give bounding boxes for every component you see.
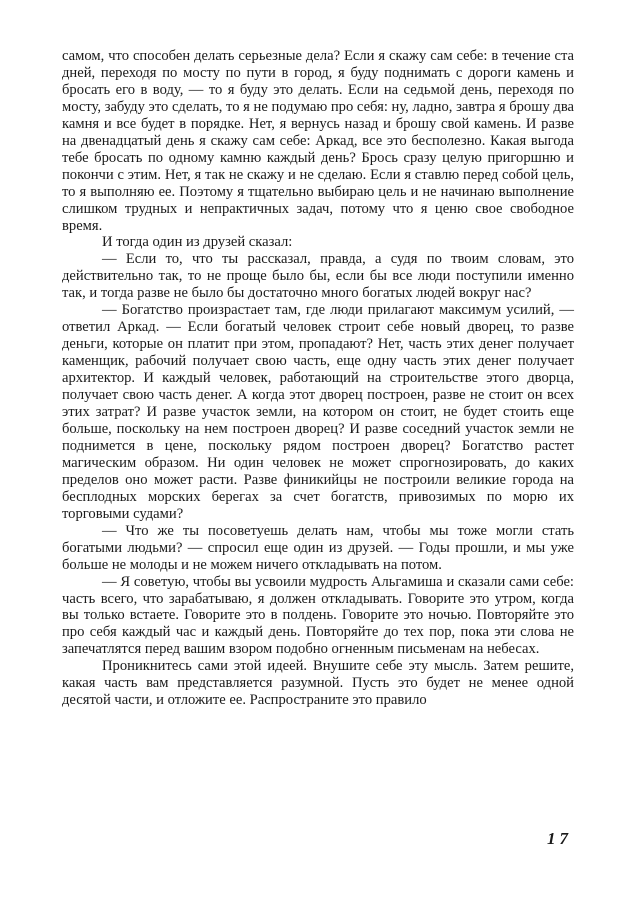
paragraph-continuation: самом, что способен делать серьезные дела? Если я скажу сам себе: в течение ста дней, переходя по мосту по пути в город, я буду поднимать с дороги камень и бросать его в воду, — то я буду это делать. Если на седьмой день, переходя по мосту, забуду это сделать, то я не подумаю про себя: ну, ладно, завтра я брошу два камня и все будет в порядке. Нет, я вернусь назад и брошу свой камень. И разве на двенадцатый день я скажу сам себе: Аркад, все это бесполезно. Какая выгода тебе бросать по одному камню каждый день? Брось сразу целую пригоршню и покончи с этим. Нет, я так не скажу и не сделаю. Если я ставлю перед собой цель, то я выполняю ее. Поэтому я тщательно выбираю цель и не начинаю выполнение слишком трудных и непрактичных задач, потому что я ценю свое свободное время. [62, 48, 574, 234]
paragraph: — Что же ты посоветуешь делать нам, чтобы мы тоже могли стать богатыми людьми? — спросил еще один из друзей. — Годы прошли, и мы уже больше не молоды и не можем ничего откладывать на потом. [62, 522, 574, 573]
paragraph: — Я советую, чтобы вы усвоили мудрость Альгамиша и сказали сами себе: часть всего, что зарабатываю, я должен откладывать. Говорите это утром, когда вы только встаете. Говорите это в полдень. Говорите это ночью. Повторяйте это про себя каждый час и каждый день. Повторяйте до тех пор, пока эти слова не запечатлятся перед вашим взором подобно огненным письменам на небесах. [62, 573, 574, 658]
paragraph: — Если то, что ты рассказал, правда, а судя по твоим словам, это действительно так, то не проще было бы, если бы все люди поступили именно так, и тогда разве не было бы достаточно много богатых людей вокруг нас? [62, 251, 574, 302]
document-body [62, 48, 574, 709]
paragraph: Проникнитесь сами этой идеей. Внушите себе эту мысль. Затем решите, какая часть вам представляется разумной. Пусть это будет не менее одной десятой части, и отложите ее. Распространите это правило [62, 658, 574, 709]
page-number: 17 [547, 829, 572, 848]
paragraph: — Богатство произрастает там, где люди прилагают максимум усилий, — ответил Аркад. — Если богатый человек строит себе новый дворец, то разве деньги, которые он платит при этом, пропадают? Нет, часть этих денег получает каменщик, рабочий получает свою часть, еще одну часть этих денег получает архитектор. И каждый человек, работающий на строительстве этого дворца, получает свою часть денег. А когда этот дворец построен, разве не стоит он всех этих затрат? И разве участок земли, на котором он стоит, не будет стоить еще больше, поскольку на нем построен дворец? И разве соседний участок земли не поднимется в цене, поскольку рядом построен дворец? Богатство растет магическим образом. Ни один человек не может спрогнозировать, до каких пределов оно может расти. Разве финикийцы не построили великие города на бесплодных морских берегах за счет богатств, привозимых по морю их торговыми судами? [62, 302, 574, 522]
paragraph: И тогда один из друзей сказал: [102, 234, 293, 251]
